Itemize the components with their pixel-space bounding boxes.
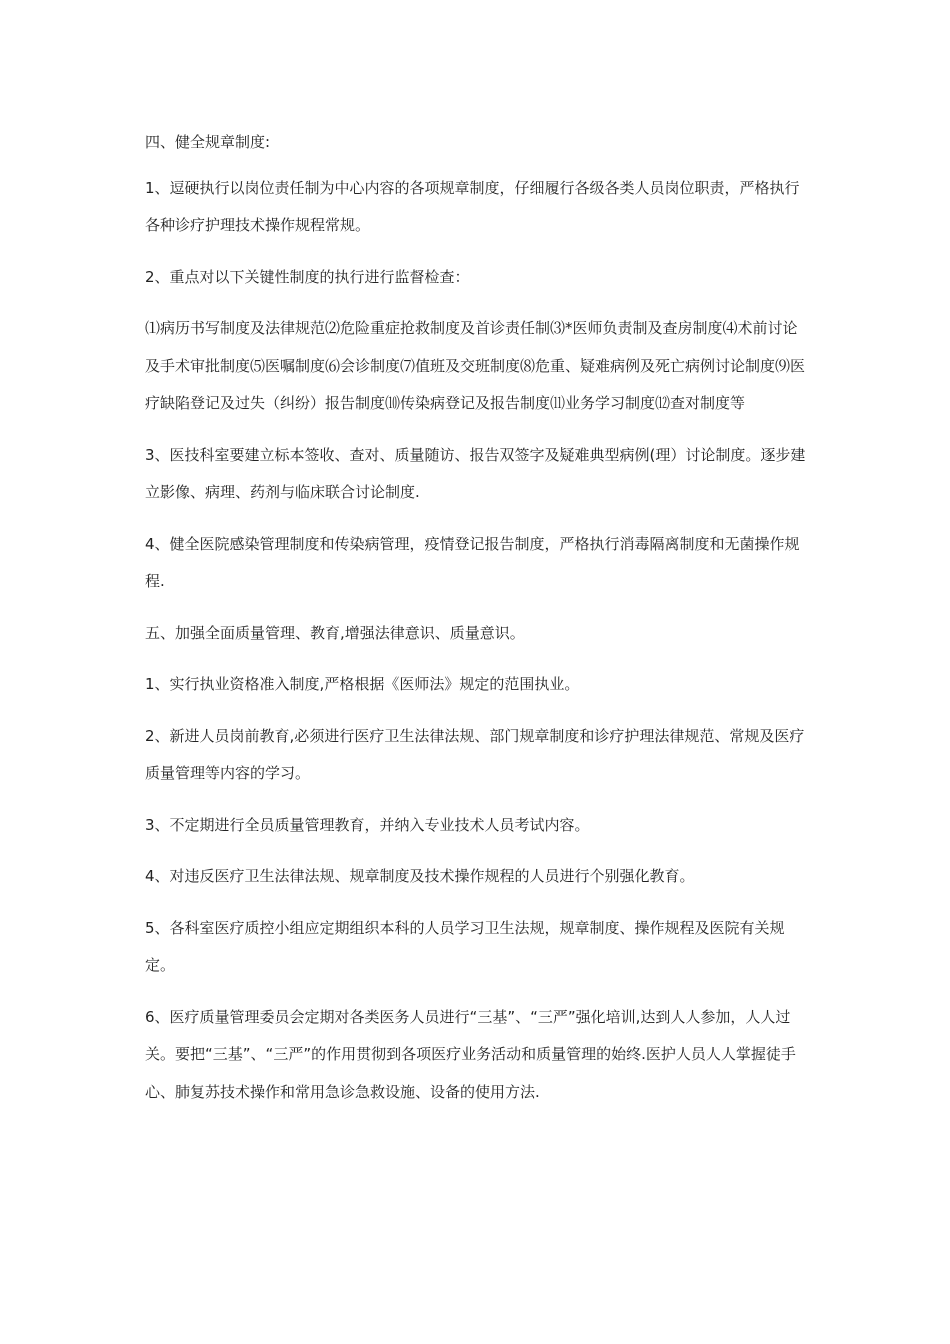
section4-item3: 3、医技科室要建立标本签收、查对、质量随访、报告双签字及疑难典型病例(理）讨论制度。逐步建立影像、病理、药剂与临床联合讨论制度. [145,445,806,501]
section5-item3: 3、不定期进行全员质量管理教育，并纳入专业技术人员考试内容。 [145,815,590,834]
section5-item2: 2、新进人员岗前教育,必须进行医疗卫生法律法规、部门规章制度和诊疗护理法律规范、常规及医疗质量管理等内容的学习。 [145,726,805,782]
section5-heading: 五、加强全面质量管理、教育,增强法律意识、质量意识。 [145,623,525,642]
section4-item4: 4、健全医院感染管理制度和传染病管理，疫情登记报告制度，严格执行消毒隔离制度和无菌操作规程. [145,534,800,590]
section4-item1: 1、逗硬执行以岗位责任制为中心内容的各项规章制度，仔细履行各级各类人员岗位职责，严格执行各种诊疗护理技术操作规程常规。 [145,178,800,234]
section5-item1: 1、实行执业资格准入制度,严格根据《医师法》规定的范围执业。 [145,675,580,693]
section5-item4: 4、对违反医疗卫生法律法规、规章制度及技术操作规程的人员进行个别强化教育。 [145,867,695,885]
section5-item6: 6、医疗质量管理委员会定期对各类医务人员进行“三基”、“三严”强化培训,达到人人参加，人人过关。要把“三基”、“三严”的作用贯彻到各项医疗业务活动和质量管理的始终.医护人员人人掌握徒手心、肺复苏技术操作和常用急诊急救设施、设备的使用方法. [145,1007,796,1101]
section4-item2-list: ⑴病历书写制度及法律规范⑵危险重症抢救制度及首诊责任制⑶*医师负责制及查房制度⑷术前讨论及手术审批制度⑸医嘱制度⑹会诊制度⑺值班及交班制度⑻危重、疑难病例及死亡病例讨论制度⑼医疗缺陷登记及过失（纠纷）报告制度⑽传染病登记及报告制度⑾业务学习制度⑿查对制度等 [145,319,806,412]
section4-heading: 四、健全规章制度: [145,133,271,151]
document-body [145,124,810,1111]
section5-item5: 5、各科室医疗质控小组应定期组织本科的人员学习卫生法规，规章制度、操作规程及医院有关规定。 [145,918,785,974]
section4-item2: 2、重点对以下关键性制度的执行进行监督检查： [145,267,470,286]
